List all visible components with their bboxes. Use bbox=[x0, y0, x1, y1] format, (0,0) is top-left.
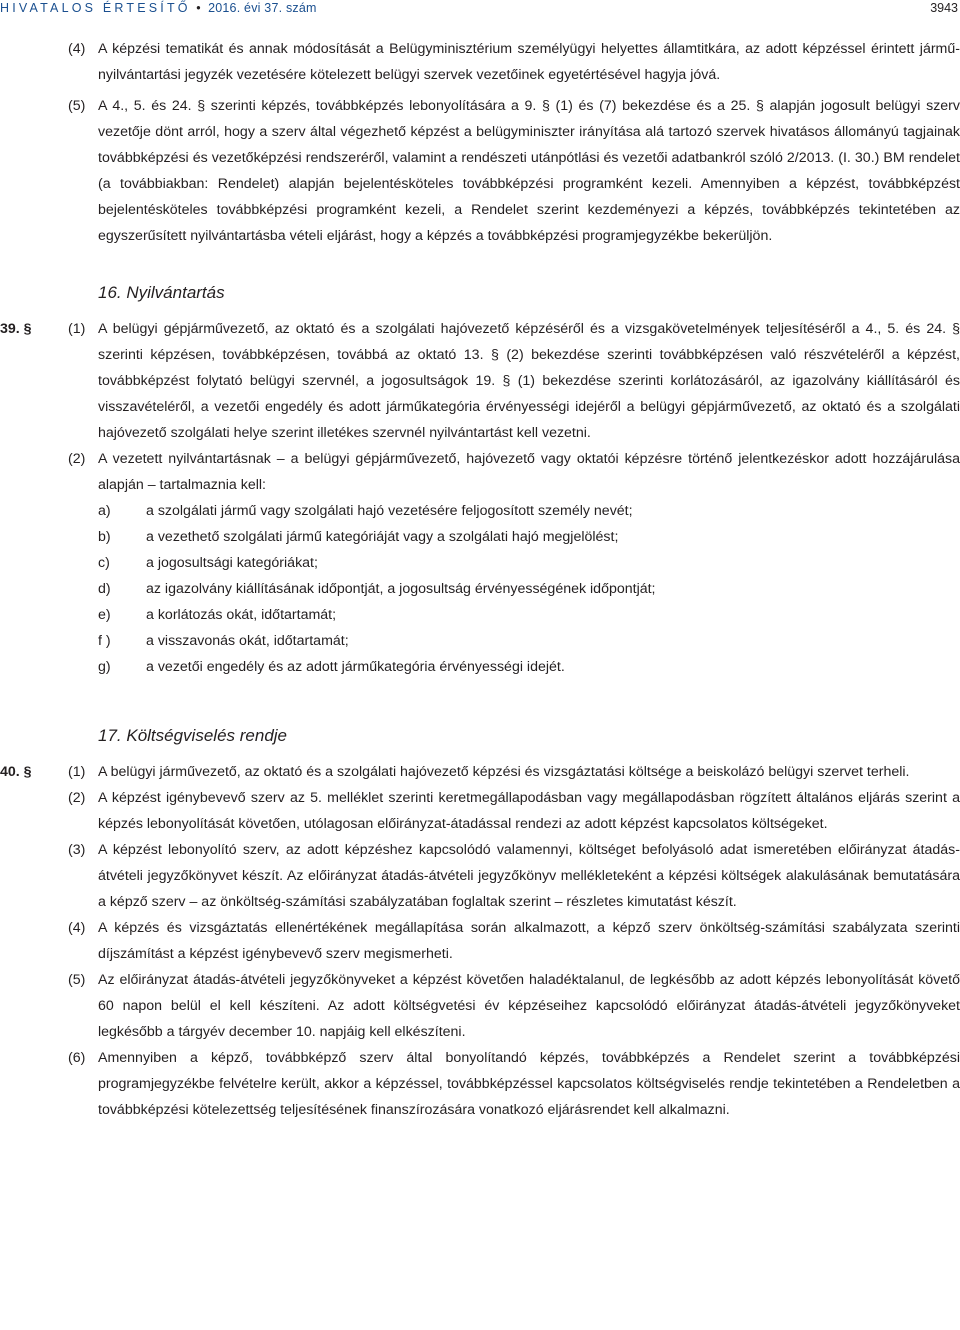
paragraph-text: Amennyiben a képző, továbbképző szerv által bonyolítandó képzés, továbbképzés a Rendelet szerint a továbbképzési programjegyzékbe felvételre került, akkor a képzéssel, továbbképzéssel kapcsolatos költségviselés rendje tekintetében a Rendeletben a továbbképzési kötelezettség teljesítésének finanszírozására vonatkozó eljárásrendet kell alkalmazni. bbox=[98, 1050, 960, 1118]
item-text: a vezetői engedély és az adott járműkategória érvényességi idejét. bbox=[146, 659, 565, 675]
paragraph-label: (5) bbox=[68, 972, 86, 988]
document-body bbox=[0, 36, 960, 1123]
list-item bbox=[0, 498, 960, 524]
item-text: a szolgálati jármű vagy szolgálati hajó vezetésére feljogosított személy nevét; bbox=[146, 503, 633, 519]
item-label: c) bbox=[98, 555, 110, 571]
section-40-paragraph-6 bbox=[0, 1045, 960, 1123]
item-label: a) bbox=[98, 503, 111, 519]
list-item bbox=[0, 628, 960, 654]
list-item bbox=[0, 576, 960, 602]
paragraph-label: (2) bbox=[68, 451, 86, 467]
paragraph-label: (3) bbox=[68, 842, 86, 858]
paragraph-text: A képzést igénybevevő szerv az 5. melléklet szerinti keretmegállapodásban vagy megállapodásban rögzített általános eljárás szerint a képzés lebonyolítását követően, utólagosan előirányzat-átadással rendezi az adott képzést kapcsolatos költségeket. bbox=[98, 790, 960, 832]
item-label: f ) bbox=[98, 633, 111, 649]
section-number: 40. § bbox=[0, 764, 32, 780]
paragraph-label: (1) bbox=[68, 764, 86, 780]
paragraph-4 bbox=[0, 36, 960, 88]
item-text: a visszavonás okát, időtartamát; bbox=[146, 633, 349, 649]
item-label: e) bbox=[98, 607, 111, 623]
page-number: 3943 bbox=[930, 1, 958, 15]
section-40-paragraph-3 bbox=[0, 837, 960, 915]
section-40-paragraph-5 bbox=[0, 967, 960, 1045]
list-item bbox=[0, 602, 960, 628]
paragraph-text: A belügyi gépjárművezető, az oktató és a szolgálati hajóvezető képzéséről és a vizsgakövetelmények teljesítéséről a 4., 5. és 24. § szerinti képzésen, továbbképzésen, továbbá az oktató 13. § (2) bekezdése szerinti továbbképzésen való részvételéről a képzést, továbbképzést folytató belügyi szervnél, a jogosultságok 19. § (1) bekezdése szerinti korlátozásáról, az igazolvány kiállításáról és visszavételéről, a vezetői engedély és adott járműkategória érvényességi idejéről a belügyi gépjárművezető, az oktató és a szolgálati hajóvezető szolgálati helye szerint illetékes szervnél nyilvántartást kell vezetni. bbox=[98, 321, 960, 441]
paragraph-text: A vezetett nyilvántartásnak – a belügyi gépjárművezető, hajóvezető vagy oktatói képzésre történő jelentkezéskor adott hozzájárulása alapján – tartalmaznia kell: bbox=[98, 451, 960, 493]
paragraph-label: (6) bbox=[68, 1050, 86, 1066]
section-40-paragraph-2 bbox=[0, 785, 960, 837]
section-40-paragraph-1 bbox=[0, 759, 960, 785]
paragraph-text: A képzést lebonyolító szerv, az adott képzéshez kapcsolódó valamennyi, költséget befolyásoló adat ismeretében előirányzat átadás-átvételi jegyzőkönyvet készít. Az előirányzat átadás-átvételi jegyzőkönyv mellékleteként a képzési költségek alakulásának bemutatására a képző szerv – az önköltség-számítási szabályzatában foglaltak szerint – részletes kimutatást készít. bbox=[98, 842, 960, 910]
running-head bbox=[0, 1, 317, 15]
paragraph-label: (4) bbox=[68, 41, 86, 57]
section-heading-16: 16. Nyilvántartás bbox=[98, 283, 225, 302]
item-label: b) bbox=[98, 529, 111, 545]
item-text: a jogosultsági kategóriákat; bbox=[146, 555, 318, 571]
item-text: a korlátozás okát, időtartamát; bbox=[146, 607, 337, 623]
list-item bbox=[0, 524, 960, 550]
paragraph-text: A belügyi járművezető, az oktató és a szolgálati hajóvezető képzési és vizsgáztatási költsége a beiskolázó belügyi szervet terheli. bbox=[98, 764, 910, 780]
paragraph-label: (1) bbox=[68, 321, 86, 337]
item-label: d) bbox=[98, 581, 111, 597]
paragraph-text: A képzés és vizsgáztatás ellenértékének megállapítása során alkalmazott, a képző szerv önköltség-számítási szabályzata szerinti díjszámítást a képzést igénybevevő szerv megismerheti. bbox=[98, 920, 960, 962]
paragraph-label: (5) bbox=[68, 98, 86, 114]
item-text: az igazolvány kiállításának időpontját, a jogosultság érvényességének időpontját; bbox=[146, 581, 656, 597]
paragraph-text: A 4., 5. és 24. § szerinti képzés, továbbképzés lebonyolítására a 9. § (1) és (7) bekezdése és a 25. § alapján jogosult belügyi szerv vezetője dönt arról, hogy a szerv által végezhető képzést a belügyminiszter irányítása alá tartozó szervek hivatásos állományú tagjainak továbbképzési és vezetőképzési rendszeréről, valamint a rendészeti utánpótlási és vezetői adatbankról szóló 2/2013. (I. 30.) BM rendelet (a továbbiakban: Rendelet) alapján bejelentésköteles továbbképzési programként kezeli. Amennyiben a képzést, továbbképzést bejelentésköteles továbbképzési programként kezeli, a Rendelet szerint kezdeményezi a képzés, továbbképzés tekintetében az egyszerűsített nyilvántartásba vételi eljárást, hogy a képzés a továbbképzési programjegyzékbe bekerüljön. bbox=[98, 98, 960, 244]
section-heading-17: 17. Költségviselés rendje bbox=[98, 726, 288, 745]
section-39-paragraph-2 bbox=[0, 446, 960, 498]
paragraph-text: Az előirányzat átadás-átvételi jegyzőkönyveket a képzést követően haladéktalanul, de legkésőbb az adott képzés lebonyolítását követő 60 napon belül el kell készíteni. Az adott költségvetési év képzéseihez kapcsolódó előirányzat átadás-átvételi jegyzőkönyveket legkésőbb a tárgyév december 10. napjáig kell elkészíteni. bbox=[98, 972, 960, 1040]
item-text: a vezethető szolgálati jármű kategóriáját vagy a szolgálati hajó megjelölést; bbox=[146, 529, 619, 545]
paragraph-5 bbox=[0, 93, 960, 249]
header-bullet: • bbox=[196, 1, 201, 15]
paragraph-label: (4) bbox=[68, 920, 86, 936]
list-item bbox=[0, 550, 960, 576]
section-39-paragraph-1 bbox=[0, 316, 960, 446]
issue-label: 2016. évi 37. szám bbox=[208, 1, 317, 15]
section-40-paragraph-4 bbox=[0, 915, 960, 967]
item-label: g) bbox=[98, 659, 111, 675]
journal-title: HIVATALOS ÉRTESÍTŐ bbox=[0, 1, 191, 15]
list-item bbox=[0, 654, 960, 680]
paragraph-text: A képzési tematikát és annak módosítását a Belügyminisztérium személyügyi helyettes államtitkára, az adott képzéssel érintett jármű-nyilvántartási jegyzék vezetésére kötelezett belügyi szervek vezetőinek egyetértésével hagyja jóvá. bbox=[98, 41, 960, 83]
page-header bbox=[0, 0, 960, 20]
paragraph-label: (2) bbox=[68, 790, 86, 806]
section-number: 39. § bbox=[0, 321, 32, 337]
